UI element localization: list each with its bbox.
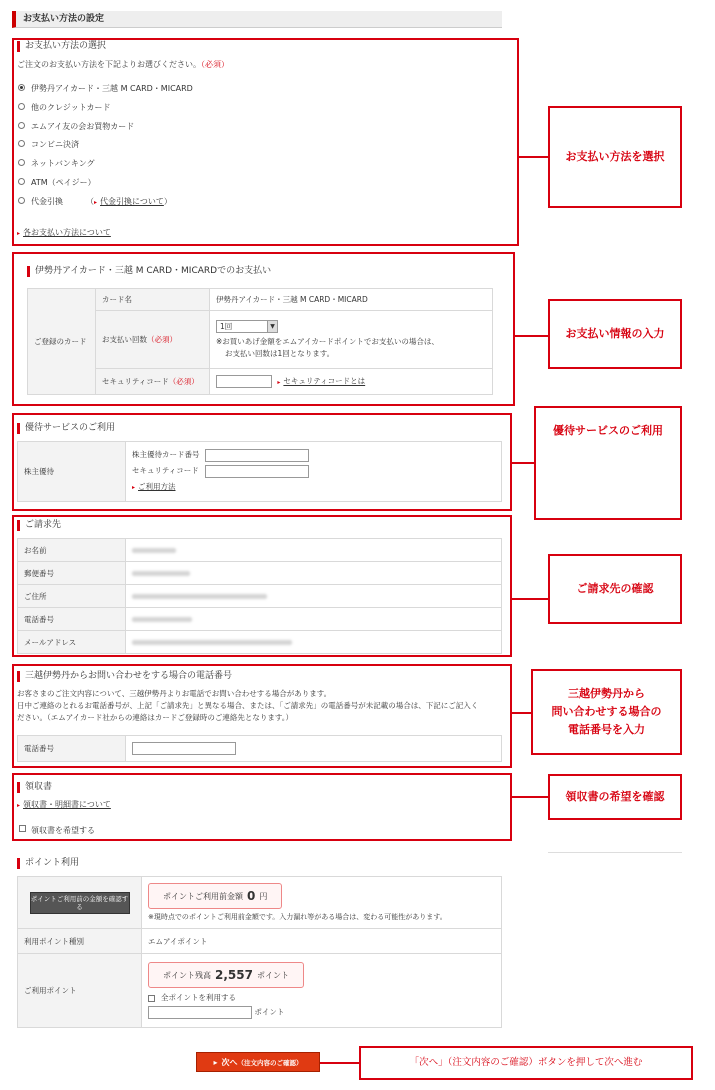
points-before-cell bbox=[142, 877, 502, 929]
receipt-link[interactable]: 領収書・明細書について bbox=[23, 800, 111, 809]
security-code-input[interactable] bbox=[216, 375, 272, 388]
installments-cell bbox=[210, 311, 493, 369]
check-before-points-button[interactable]: ポイントご利用前の金額を確認する bbox=[30, 892, 130, 914]
perk-security-input[interactable] bbox=[205, 465, 309, 478]
callout-payment-info: お支払い情報の入力 bbox=[548, 299, 682, 369]
point-balance-box: ポイント残高 2,557 ポイント bbox=[148, 962, 304, 988]
phone-table bbox=[17, 735, 502, 762]
payment-option-label: 伊勢丹アイカード・三越 M CARD・MICARD bbox=[31, 84, 193, 93]
redacted-value bbox=[132, 594, 267, 599]
card-info-title: 伊勢丹アイカード・三越 M CARD・MICARDでのお支払い bbox=[27, 266, 271, 277]
security-label-cell: セキュリティコード（必須） bbox=[96, 369, 210, 395]
payment-radio[interactable] bbox=[18, 84, 25, 91]
arrow-icon: ▸ bbox=[132, 484, 136, 491]
billing-row-label: メールアドレス bbox=[18, 631, 126, 654]
cod-link[interactable]: 代金引換について bbox=[100, 197, 164, 206]
redacted-value bbox=[132, 571, 190, 576]
arrow-icon: ▸ bbox=[213, 1057, 218, 1067]
redacted-value bbox=[132, 640, 292, 645]
receipt-checkbox-label: 領収書を希望する bbox=[31, 826, 95, 835]
cod-link-wrapper: （▸ 代金引換について） bbox=[86, 197, 172, 206]
all-points-row: 全ポイントを利用する bbox=[148, 992, 495, 1003]
billing-row-label: 郵便番号 bbox=[18, 562, 126, 585]
divider bbox=[548, 852, 682, 853]
point-type-value: エムアイポイント bbox=[142, 929, 502, 954]
installments-select[interactable]: 1回 ▼ bbox=[216, 320, 278, 333]
points-check-cell bbox=[18, 877, 142, 929]
payment-method-title: お支払い方法の選択 bbox=[17, 41, 106, 52]
payment-option-label: コンビニ決済 bbox=[31, 140, 79, 149]
connector-line bbox=[511, 598, 548, 600]
chevron-down-icon: ▼ bbox=[267, 321, 277, 332]
billing-row-label: ご住所 bbox=[18, 585, 126, 608]
arrow-icon: ▸ bbox=[17, 802, 21, 809]
payment-radio[interactable] bbox=[18, 159, 25, 166]
connector-line bbox=[511, 712, 531, 714]
payment-radio[interactable] bbox=[18, 178, 25, 185]
arrow-icon: ▸ bbox=[277, 378, 281, 386]
payment-option-label: ネットバンキング bbox=[31, 159, 95, 168]
perk-usage-link[interactable]: ご利用方法 bbox=[138, 482, 176, 491]
callout-phone-text: 三越伊勢丹から 問い合わせする場合の 電話番号を入力 bbox=[551, 686, 662, 737]
callout-next: 「次へ」（注文内容のご確認）ボタンを押して次へ進む bbox=[359, 1046, 693, 1080]
connector-line bbox=[511, 796, 548, 798]
installments-note: ※お買いあげ金額をエムアイカードポイントでお支払いの場合は、 お支払い回数は1回となります。 bbox=[216, 336, 439, 358]
receipt-link-wrapper bbox=[17, 799, 111, 810]
payment-option-label: 代金引換 bbox=[31, 197, 63, 206]
use-points-cell bbox=[142, 954, 502, 1028]
perks-title: 優待サービスのご利用 bbox=[17, 423, 115, 434]
card-name-label: カード名 bbox=[96, 289, 210, 311]
payment-radio[interactable] bbox=[18, 140, 25, 147]
security-cell bbox=[210, 369, 493, 395]
about-payment-link-wrapper bbox=[17, 227, 111, 238]
connector-line bbox=[511, 462, 534, 464]
perks-fields: 株主優待カード番号 セキュリティコード ▸ ご利用方法 bbox=[126, 442, 502, 502]
perk-card-number-input[interactable] bbox=[205, 449, 309, 462]
callout-payment-method: お支払い方法を選択 bbox=[548, 106, 682, 208]
phone-label: 電話番号 bbox=[18, 736, 126, 762]
payment-radio[interactable] bbox=[18, 122, 25, 129]
connector-line bbox=[320, 1062, 360, 1064]
about-payment-link[interactable]: 各お支払い方法について bbox=[23, 228, 111, 237]
redacted-value bbox=[132, 617, 192, 622]
registered-card-label: ご登録のカード bbox=[28, 289, 96, 395]
security-code-link[interactable]: セキュリティコードとは bbox=[283, 376, 366, 386]
points-table bbox=[17, 876, 502, 1028]
payment-option-label: エムアイ友の会お買物カード bbox=[31, 122, 135, 131]
payment-radio[interactable] bbox=[18, 197, 25, 204]
phone-input[interactable] bbox=[132, 742, 236, 755]
payment-method-instruction: ご注文のお支払い方法を下記よりお選びください。（必須） bbox=[17, 60, 229, 69]
billing-row-value bbox=[126, 539, 502, 562]
receipt-checkbox[interactable] bbox=[19, 825, 26, 832]
connector-line bbox=[514, 335, 548, 337]
billing-row-value bbox=[126, 631, 502, 654]
card-info-table bbox=[27, 288, 493, 395]
payment-option-label: ATM（ペイジー） bbox=[31, 178, 96, 187]
all-points-checkbox[interactable] bbox=[148, 995, 155, 1002]
points-input[interactable] bbox=[148, 1006, 252, 1019]
use-points-label: ご利用ポイント bbox=[18, 954, 142, 1028]
point-type-label: 利用ポイント種別 bbox=[18, 929, 142, 954]
card-name-value: 伊勢丹アイカード・三越 M CARD・MICARD bbox=[210, 289, 493, 311]
phone-description: お客さまのご注文内容について、三越伊勢丹よりお電話でお問い合わせする場合があります。 日中ご連絡のとれるお電話番号が、上記「ご請求先」と異なる場合、または、「ご請求先」の電話番号が未記載の場合は、下記にご記入く ださい。（エムアイカード社からの連絡はカードご登録時のご連絡先となります。） bbox=[17, 689, 479, 722]
arrow-icon: ▸ bbox=[17, 230, 21, 237]
callout-receipt: 領収書の希望を確認 bbox=[548, 774, 682, 820]
points-before-box: ポイントご利用前金額 0 円 bbox=[148, 883, 282, 909]
redacted-value bbox=[132, 548, 176, 553]
points-before-note: ※現時点でのポイントご利用前金額です。入力漏れ等がある場合は、変わる可能性があります。 bbox=[148, 913, 447, 921]
required-mark: （必須） bbox=[201, 60, 229, 69]
perks-row-label: 株主優待 bbox=[18, 442, 126, 502]
receipt-title: 領収書 bbox=[17, 782, 52, 793]
payment-radio[interactable] bbox=[18, 103, 25, 110]
billing-row-label: 電話番号 bbox=[18, 608, 126, 631]
billing-row-label: お名前 bbox=[18, 539, 126, 562]
next-button[interactable]: ▸ 次へ （注文内容のご確認） bbox=[196, 1052, 320, 1072]
callout-billing: ご請求先の確認 bbox=[548, 554, 682, 624]
points-input-row: ポイント bbox=[148, 1006, 495, 1019]
page-title: お支払い方法の設定 bbox=[12, 11, 502, 28]
installments-label-cell: お支払い回数（必須） bbox=[96, 311, 210, 369]
connector-line bbox=[518, 156, 548, 158]
billing-row-value bbox=[126, 562, 502, 585]
payment-option-label: 他のクレジットカード bbox=[31, 103, 111, 112]
phone-title: 三越伊勢丹からお問い合わせをする場合の電話番号 bbox=[17, 671, 232, 682]
points-title: ポイント利用 bbox=[17, 858, 79, 869]
phone-cell bbox=[126, 736, 502, 762]
perks-table bbox=[17, 441, 502, 502]
billing-row-value bbox=[126, 608, 502, 631]
billing-table bbox=[17, 538, 502, 654]
callout-perks: 優待サービスのご利用 bbox=[534, 406, 682, 520]
billing-row-value bbox=[126, 585, 502, 608]
callout-phone bbox=[531, 669, 682, 755]
billing-title: ご請求先 bbox=[17, 520, 61, 531]
